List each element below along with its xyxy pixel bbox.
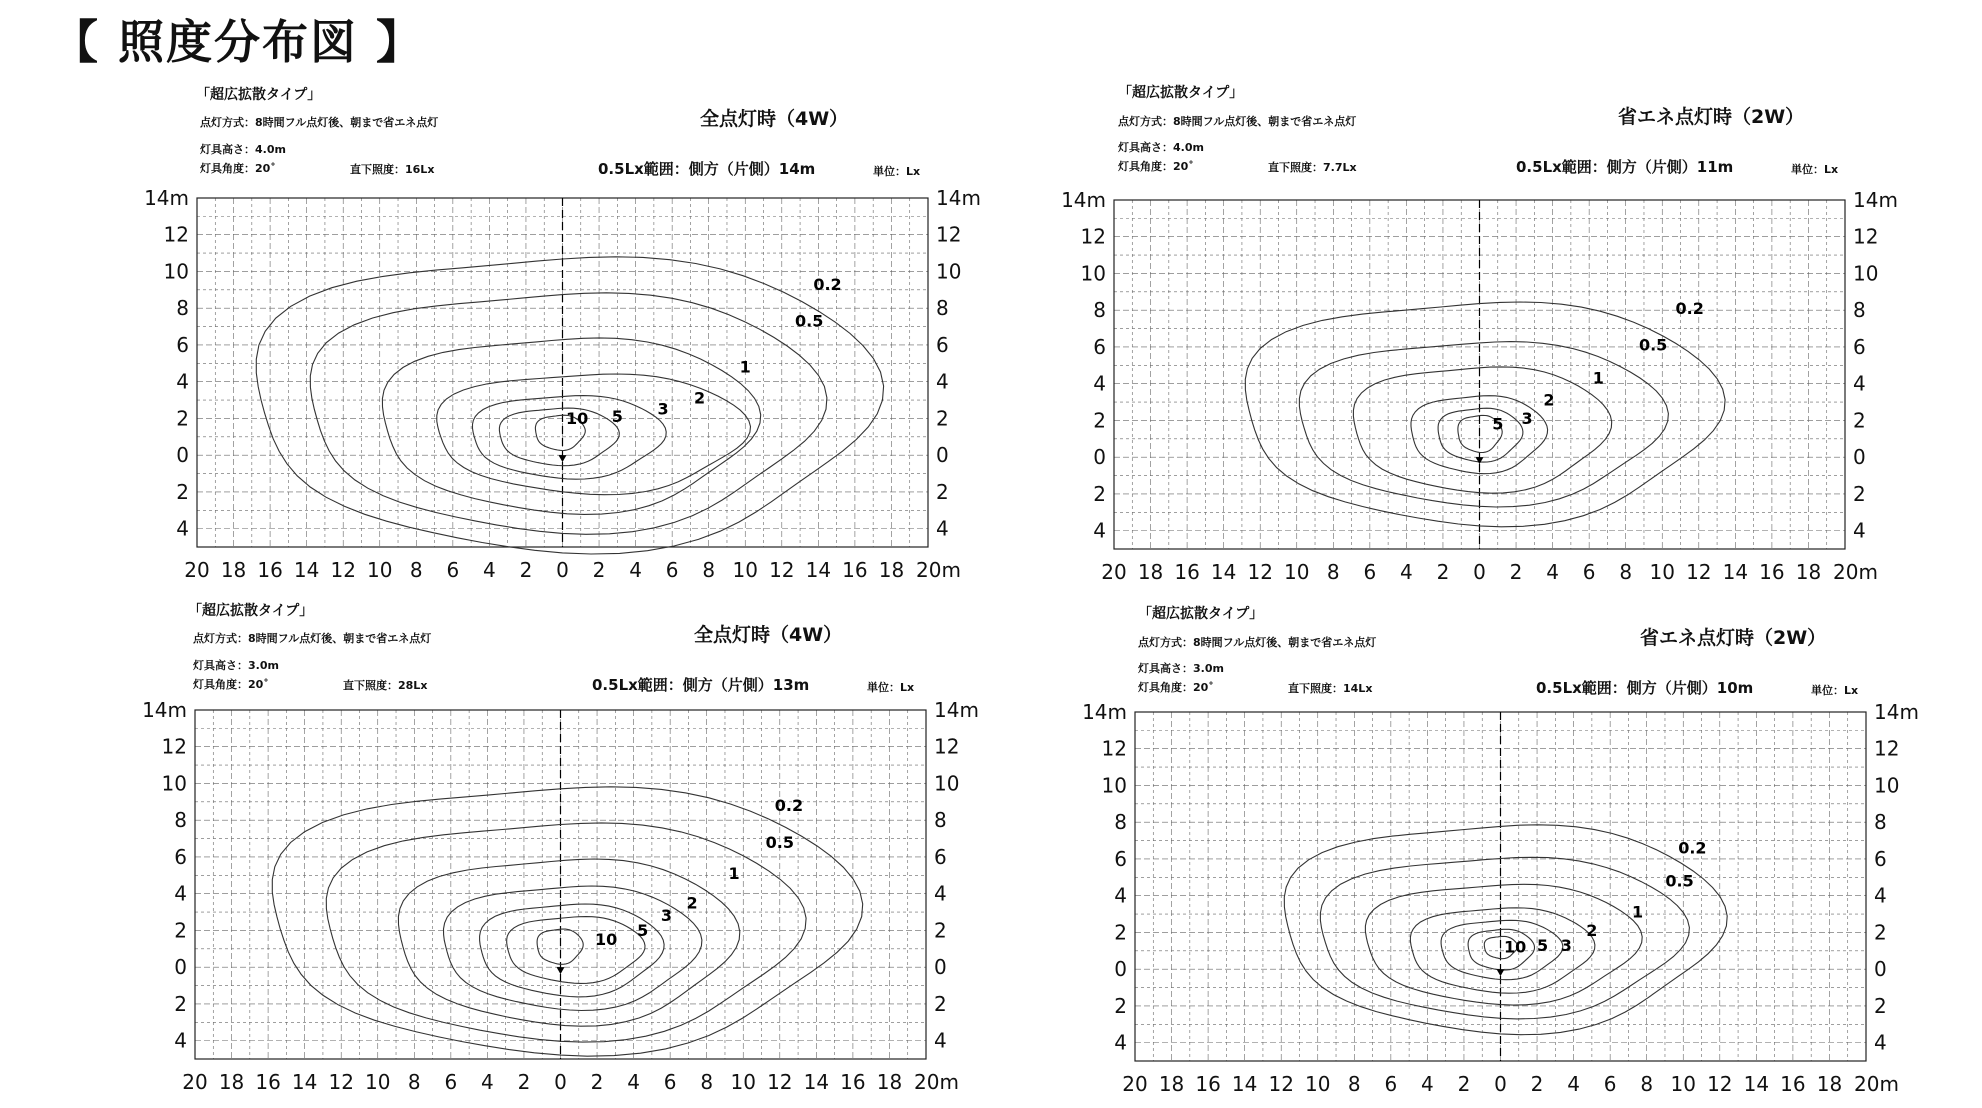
x-tick-label: 14 <box>1231 1072 1258 1096</box>
y-tick-label: 4 <box>1093 518 1106 543</box>
lighting-method: 点灯方式：8時間フル点灯後、朝まで省エネ点灯 <box>193 632 432 645</box>
y-tick-label: 14m <box>1853 188 1898 212</box>
y-tick-label: 10 <box>1853 261 1879 286</box>
fixture-height: 灯具高さ：3.0m <box>1138 662 1224 675</box>
y-tick-label: 8 <box>936 296 949 321</box>
contour-label: 5 <box>611 407 623 427</box>
unit-label: 単位：Lx <box>867 681 915 694</box>
x-tick-label: 6 <box>1603 1072 1617 1096</box>
direct-illuminance: 直下照度：7.7Lx <box>1268 161 1357 174</box>
x-tick-label: 2 <box>590 1070 604 1094</box>
x-tick-label: 20 <box>182 1070 208 1094</box>
x-tick-label: 8 <box>407 1070 421 1094</box>
y-tick-label: 4 <box>936 369 949 394</box>
range-label: 0.5Lx範囲：側方（片側）13m <box>592 676 810 694</box>
chart-2 <box>1061 188 1898 584</box>
y-tick-label: 8 <box>1874 810 1887 835</box>
x-tick-label: 18 <box>1816 1072 1843 1096</box>
x-tick-label: 20 <box>1101 560 1127 584</box>
light-source-icon <box>557 967 565 974</box>
x-tick-label: 8 <box>1347 1072 1361 1096</box>
y-tick-label: 4 <box>1874 883 1887 908</box>
y-tick-label: 12 <box>936 222 962 247</box>
y-tick-label: 4 <box>1093 371 1106 396</box>
lighting-method: 点灯方式：8時間フル点灯後、朝まで省エネ点灯 <box>1138 636 1377 649</box>
x-tick-label: 14 <box>293 558 320 582</box>
y-tick-label: 14m <box>934 698 979 722</box>
x-tick-label: 20m <box>1854 1072 1899 1096</box>
x-tick-label: 10 <box>1649 560 1675 584</box>
contour-label: 1 <box>1592 368 1604 388</box>
contour-label: 0.5 <box>1665 871 1694 891</box>
x-tick-label: 10 <box>1284 560 1310 584</box>
type-label: 「超広拡散タイプ」 <box>1118 85 1244 101</box>
x-tick-label: 2 <box>1509 560 1523 584</box>
x-tick-label: 10 <box>1305 1072 1331 1096</box>
y-tick-label: 4 <box>1114 883 1127 908</box>
contour-label: 5 <box>1492 414 1504 434</box>
y-tick-label: 8 <box>1853 298 1866 323</box>
type-label: 「超広拡散タイプ」 <box>188 603 314 619</box>
fixture-angle: 灯具角度：20˚ <box>1138 681 1214 694</box>
y-tick-label: 0 <box>1114 957 1127 982</box>
x-tick-label: 0 <box>556 558 569 582</box>
fixture-height: 灯具高さ：3.0m <box>193 659 279 672</box>
y-tick-label: 12 <box>1080 224 1106 249</box>
type-label: 「超広拡散タイプ」 <box>196 87 322 103</box>
y-tick-label: 10 <box>161 771 187 796</box>
x-tick-label: 14 <box>1743 1072 1770 1096</box>
y-tick-label: 0 <box>1853 445 1866 470</box>
y-tick-label: 2 <box>934 918 947 943</box>
x-tick-label: 4 <box>1400 560 1413 584</box>
y-tick-label: 8 <box>1114 810 1127 835</box>
mode-label: 省エネ点灯時（2W） <box>1640 627 1827 649</box>
contour-label: 1 <box>739 357 751 377</box>
contour-label: 2 <box>693 388 706 408</box>
x-tick-label: 12 <box>330 558 356 582</box>
contour-label: 1 <box>1631 902 1644 922</box>
x-tick-label: 12 <box>328 1070 354 1094</box>
light-source-icon <box>1497 969 1505 976</box>
x-tick-label: 16 <box>1780 1072 1806 1096</box>
y-tick-label: 12 <box>934 734 960 759</box>
x-tick-label: 12 <box>1686 560 1712 584</box>
x-tick-label: 18 <box>876 1070 903 1094</box>
contour-label: 0.2 <box>1678 838 1707 858</box>
contour-label: 0.2 <box>813 274 842 294</box>
x-tick-label: 4 <box>1421 1072 1434 1096</box>
y-tick-label: 14m <box>1082 700 1127 724</box>
fixture-height: 灯具高さ：4.0m <box>1118 141 1204 154</box>
y-tick-label: 2 <box>174 991 187 1016</box>
y-tick-label: 2 <box>176 479 189 504</box>
x-tick-label: 14 <box>805 558 832 582</box>
light-source-icon <box>1476 457 1484 464</box>
x-tick-label: 18 <box>1795 560 1822 584</box>
y-tick-label: 0 <box>936 443 949 468</box>
x-tick-label: 10 <box>367 558 393 582</box>
x-tick-label: 12 <box>1268 1072 1294 1096</box>
contour-label: 3 <box>1560 935 1572 955</box>
x-tick-label: 2 <box>517 1070 531 1094</box>
x-tick-label: 18 <box>1158 1072 1185 1096</box>
contour-label: 10 <box>565 408 589 428</box>
x-tick-label: 16 <box>1195 1072 1221 1096</box>
y-tick-label: 2 <box>1114 993 1127 1018</box>
mode-label: 全点灯時（4W） <box>694 624 843 646</box>
x-tick-label: 6 <box>665 558 679 582</box>
x-tick-label: 10 <box>365 1070 391 1094</box>
x-tick-label: 10 <box>1670 1072 1696 1096</box>
contour-label: 3 <box>657 399 669 419</box>
contour-label: 2 <box>1543 390 1555 410</box>
x-tick-label: 4 <box>483 558 496 582</box>
y-tick-label: 4 <box>934 1028 947 1053</box>
x-tick-label: 12 <box>767 1070 793 1094</box>
y-tick-label: 14m <box>144 186 189 210</box>
y-tick-label: 14m <box>936 186 981 210</box>
type-label: 「超広拡散タイプ」 <box>1138 606 1264 622</box>
y-tick-label: 10 <box>1080 261 1106 286</box>
x-tick-label: 2 <box>519 558 533 582</box>
x-tick-label: 8 <box>1640 1072 1654 1096</box>
x-tick-label: 8 <box>702 558 716 582</box>
x-tick-label: 2 <box>1530 1072 1544 1096</box>
x-tick-label: 2 <box>592 558 606 582</box>
x-tick-label: 18 <box>1137 560 1164 584</box>
mode-label: 省エネ点灯時（2W） <box>1618 106 1805 128</box>
unit-label: 単位：Lx <box>1791 163 1839 176</box>
contour-label: 3 <box>660 906 673 926</box>
chart-3 <box>142 698 979 1094</box>
y-tick-label: 4 <box>1874 1030 1887 1055</box>
mode-label: 全点灯時（4W） <box>700 108 849 130</box>
x-tick-label: 20 <box>184 558 210 582</box>
x-tick-label: 16 <box>1174 560 1200 584</box>
y-tick-label: 4 <box>174 881 187 906</box>
y-tick-label: 0 <box>1093 445 1106 470</box>
y-tick-label: 4 <box>934 881 947 906</box>
x-tick-label: 16 <box>255 1070 281 1094</box>
y-tick-label: 4 <box>174 1028 187 1053</box>
x-tick-label: 12 <box>1707 1072 1733 1096</box>
y-tick-label: 14m <box>1874 700 1919 724</box>
x-tick-label: 6 <box>1582 560 1596 584</box>
y-tick-label: 2 <box>1853 481 1866 506</box>
y-tick-label: 12 <box>1853 224 1879 249</box>
x-tick-label: 8 <box>409 558 423 582</box>
x-tick-label: 18 <box>220 558 247 582</box>
x-tick-label: 18 <box>218 1070 245 1094</box>
y-tick-label: 10 <box>1101 773 1127 798</box>
direct-illuminance: 直下照度：14Lx <box>1288 682 1373 695</box>
x-tick-label: 10 <box>732 558 758 582</box>
y-tick-label: 8 <box>174 808 187 833</box>
contour-label: 5 <box>1536 935 1549 955</box>
y-tick-label: 4 <box>1853 371 1866 396</box>
x-tick-label: 4 <box>629 558 642 582</box>
direct-illuminance: 直下照度：28Lx <box>343 679 428 692</box>
y-tick-label: 8 <box>1093 298 1106 323</box>
y-tick-label: 2 <box>1874 993 1887 1018</box>
y-tick-label: 6 <box>1853 334 1866 359</box>
y-tick-label: 2 <box>174 918 187 943</box>
contour-label: 0.5 <box>795 311 824 331</box>
y-tick-label: 8 <box>176 296 189 321</box>
x-tick-label: 16 <box>1759 560 1785 584</box>
contour-label: 0.2 <box>774 796 804 816</box>
x-tick-label: 12 <box>769 558 795 582</box>
y-tick-label: 2 <box>936 406 949 431</box>
contour-line <box>537 929 583 964</box>
y-tick-label: 2 <box>1853 408 1866 433</box>
y-tick-label: 4 <box>936 516 949 541</box>
chart-4 <box>1082 700 1919 1096</box>
x-tick-label: 14 <box>1210 560 1237 584</box>
x-tick-label: 0 <box>554 1070 567 1094</box>
y-tick-label: 12 <box>1101 736 1127 761</box>
y-tick-label: 6 <box>1114 846 1127 871</box>
y-tick-label: 10 <box>936 259 962 284</box>
x-tick-label: 0 <box>1494 1072 1507 1096</box>
lighting-method: 点灯方式：8時間フル点灯後、朝まで省エネ点灯 <box>200 116 439 129</box>
y-tick-label: 2 <box>1874 920 1887 945</box>
y-tick-label: 8 <box>934 808 947 833</box>
x-tick-label: 20m <box>916 558 961 582</box>
y-tick-label: 6 <box>1093 334 1106 359</box>
x-tick-label: 16 <box>257 558 283 582</box>
contour-label: 5 <box>637 920 649 940</box>
contour-label: 0.5 <box>1638 335 1668 355</box>
unit-label: 単位：Lx <box>873 165 921 178</box>
y-tick-label: 14m <box>142 698 187 722</box>
x-tick-label: 16 <box>842 558 868 582</box>
x-tick-label: 14 <box>1722 560 1749 584</box>
x-tick-label: 4 <box>1546 560 1559 584</box>
x-tick-label: 12 <box>1247 560 1273 584</box>
x-tick-label: 6 <box>1384 1072 1398 1096</box>
contour-line <box>256 257 883 554</box>
x-tick-label: 16 <box>840 1070 866 1094</box>
fixture-height: 灯具高さ：4.0m <box>200 143 286 156</box>
y-tick-label: 10 <box>934 771 960 796</box>
y-tick-label: 4 <box>1853 518 1866 543</box>
y-tick-label: 2 <box>1093 481 1106 506</box>
y-tick-label: 2 <box>176 406 189 431</box>
x-tick-label: 18 <box>878 558 905 582</box>
fixture-angle: 灯具角度：20˚ <box>1118 160 1194 173</box>
y-tick-label: 6 <box>176 332 189 357</box>
light-source-icon <box>559 455 567 462</box>
y-tick-label: 6 <box>936 332 949 357</box>
range-label: 0.5Lx範囲：側方（片側）10m <box>1536 679 1754 697</box>
y-tick-label: 2 <box>1093 408 1106 433</box>
lighting-method: 点灯方式：8時間フル点灯後、朝まで省エネ点灯 <box>1118 115 1357 128</box>
contour-label: 0.2 <box>1675 298 1704 318</box>
contour-label: 2 <box>1586 921 1598 941</box>
contour-line <box>507 917 645 984</box>
contour-line <box>1353 367 1611 493</box>
x-tick-label: 4 <box>481 1070 494 1094</box>
y-tick-label: 10 <box>1874 773 1900 798</box>
y-tick-label: 12 <box>163 222 189 247</box>
range-label: 0.5Lx範囲：側方（片側）11m <box>1516 158 1734 176</box>
contour-label: 2 <box>686 893 698 913</box>
x-tick-label: 20m <box>914 1070 959 1094</box>
direct-illuminance: 直下照度：16Lx <box>350 163 435 176</box>
fixture-angle: 灯具角度：20˚ <box>193 678 269 691</box>
y-tick-label: 0 <box>176 443 189 468</box>
contour-label: 1 <box>728 863 740 883</box>
y-tick-label: 2 <box>936 479 949 504</box>
x-tick-label: 10 <box>730 1070 756 1094</box>
y-tick-label: 14m <box>1061 188 1106 212</box>
y-tick-label: 6 <box>934 844 947 869</box>
x-tick-label: 6 <box>663 1070 677 1094</box>
x-tick-label: 2 <box>1436 560 1450 584</box>
y-tick-label: 12 <box>161 734 187 759</box>
y-tick-label: 6 <box>174 844 187 869</box>
x-tick-label: 14 <box>291 1070 318 1094</box>
x-tick-label: 6 <box>1363 560 1377 584</box>
y-tick-label: 0 <box>934 955 947 980</box>
contour-label: 10 <box>1503 937 1527 957</box>
x-tick-label: 14 <box>803 1070 830 1094</box>
x-tick-label: 8 <box>700 1070 714 1094</box>
y-tick-label: 10 <box>163 259 189 284</box>
x-tick-label: 4 <box>1567 1072 1580 1096</box>
contour-label: 0.5 <box>765 832 794 852</box>
page-title: 【 照度分布図 】 <box>52 15 425 69</box>
y-tick-label: 2 <box>1114 920 1127 945</box>
fixture-angle: 灯具角度：20˚ <box>200 162 276 175</box>
contour-line <box>272 787 862 1056</box>
x-tick-label: 8 <box>1326 560 1340 584</box>
y-tick-label: 4 <box>176 516 189 541</box>
range-label: 0.5Lx範囲：側方（片側）14m <box>598 160 816 178</box>
y-tick-label: 12 <box>1874 736 1900 761</box>
contour-label: 10 <box>595 930 618 950</box>
y-tick-label: 6 <box>1874 846 1887 871</box>
chart-1 <box>144 186 981 582</box>
x-tick-label: 8 <box>1619 560 1633 584</box>
contour-label: 3 <box>1521 409 1533 429</box>
y-tick-label: 0 <box>1874 957 1887 982</box>
x-tick-label: 0 <box>1473 560 1486 584</box>
x-tick-label: 6 <box>444 1070 458 1094</box>
x-tick-label: 20m <box>1833 560 1878 584</box>
unit-label: 単位：Lx <box>1811 684 1859 697</box>
x-tick-label: 6 <box>446 558 460 582</box>
x-tick-label: 2 <box>1457 1072 1471 1096</box>
y-tick-label: 0 <box>174 955 187 980</box>
y-tick-label: 4 <box>1114 1030 1127 1055</box>
x-tick-label: 4 <box>627 1070 640 1094</box>
x-tick-label: 20 <box>1122 1072 1148 1096</box>
y-tick-label: 4 <box>176 369 189 394</box>
contour-line <box>1438 408 1523 462</box>
y-tick-label: 2 <box>934 991 947 1016</box>
